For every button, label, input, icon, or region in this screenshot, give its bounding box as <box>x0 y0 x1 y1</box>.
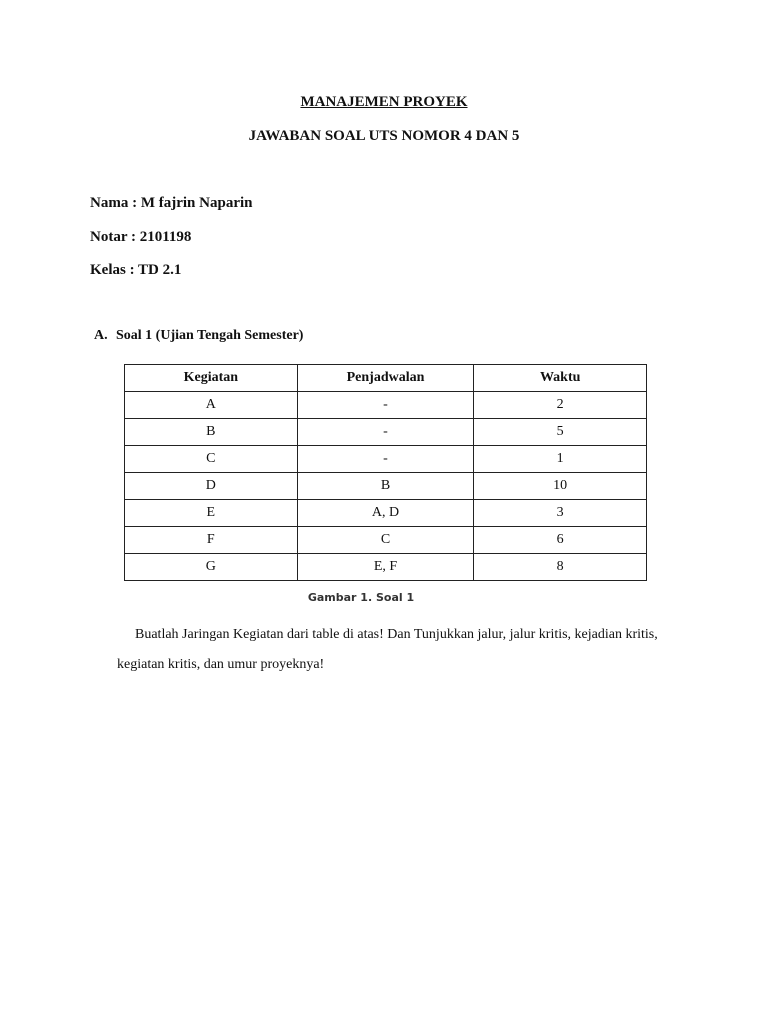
cell-waktu: 10 <box>474 473 647 500</box>
cell-waktu: 3 <box>474 500 647 527</box>
cell-kegiatan: G <box>125 554 298 581</box>
cell-penjadwalan: B <box>297 473 474 500</box>
section-marker: A. <box>94 328 108 343</box>
cell-penjadwalan: E, F <box>297 554 474 581</box>
table-row <box>125 419 647 446</box>
cell-waktu: 1 <box>474 446 647 473</box>
cell-kegiatan: E <box>125 500 298 527</box>
figure-caption: Gambar 1. Soal 1 <box>307 591 415 604</box>
table-header-row <box>125 365 647 392</box>
table-row <box>125 500 647 527</box>
student-name: Nama : M fajrin Naparin <box>90 195 253 211</box>
header-kegiatan: Kegiatan <box>125 365 298 392</box>
cell-kegiatan: D <box>125 473 298 500</box>
cell-penjadwalan: C <box>297 527 474 554</box>
cell-penjadwalan: - <box>297 446 474 473</box>
cell-kegiatan: B <box>125 419 298 446</box>
table-row <box>125 392 647 419</box>
activity-table <box>124 364 647 581</box>
student-kelas: Kelas : TD 2.1 <box>90 262 182 278</box>
header-penjadwalan: Penjadwalan <box>297 365 474 392</box>
cell-penjadwalan: - <box>297 392 474 419</box>
instruction-paragraph: Buatlah Jaringan Kegiatan dari table di atas! Dan Tunjukkan jalur, jalur kritis, kejadian kritis, kegiatan kritis, dan umur proyeknya! <box>117 627 658 672</box>
table-row <box>125 473 647 500</box>
student-notar: Notar : 2101198 <box>90 229 192 245</box>
table-row <box>125 446 647 473</box>
cell-penjadwalan: - <box>297 419 474 446</box>
cell-penjadwalan: A, D <box>297 500 474 527</box>
document-subtitle: JAWABAN SOAL UTS NOMOR 4 DAN 5 <box>248 128 520 144</box>
header-waktu: Waktu <box>474 365 647 392</box>
cell-kegiatan: A <box>125 392 298 419</box>
cell-kegiatan: F <box>125 527 298 554</box>
document-title: MANAJEMEN PROYEK <box>300 94 468 110</box>
section-heading <box>94 328 303 344</box>
cell-waktu: 5 <box>474 419 647 446</box>
cell-waktu: 8 <box>474 554 647 581</box>
cell-waktu: 6 <box>474 527 647 554</box>
cell-kegiatan: C <box>125 446 298 473</box>
table-row <box>125 527 647 554</box>
section-heading-text: Soal 1 (Ujian Tengah Semester) <box>116 328 304 343</box>
cell-waktu: 2 <box>474 392 647 419</box>
table-row <box>125 554 647 581</box>
